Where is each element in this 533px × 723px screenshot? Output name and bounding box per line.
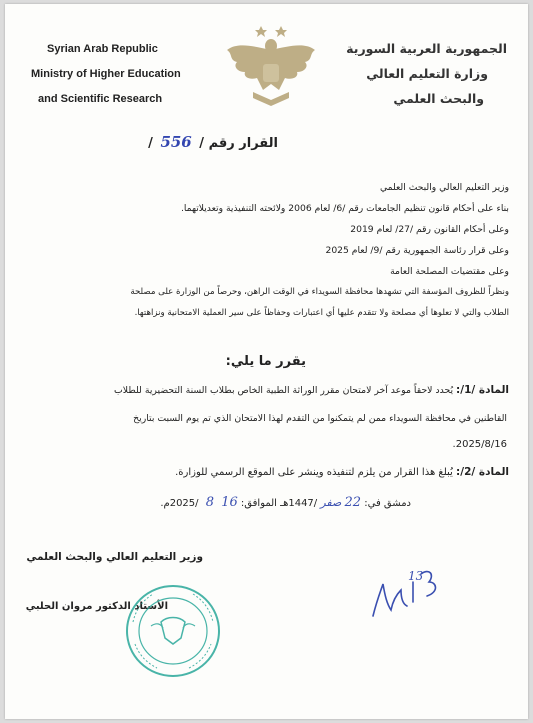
article-2-text: يُبلغ هذا القرار من يلزم لتنفيذه وينشر على الموقع الرسمي للوزارة.: [175, 467, 453, 478]
preamble-line: ونظراً للظروف المؤسفة التي تشهدها محافظة السويداء في الوقت الراهن، وحرصاً من الوزارة على مصلحة: [130, 287, 509, 297]
signature-mark: 13: [408, 569, 424, 583]
date-line: [160, 495, 411, 510]
header-en-research: and Scientific Research: [38, 93, 163, 105]
date-hijri-month: صفر: [320, 496, 342, 509]
decree-document: [5, 4, 528, 719]
header-ar-country: الجمهورية العربية السورية: [346, 41, 507, 56]
header-en-country: Syrian Arab Republic: [47, 43, 158, 55]
preamble-line: وعلى قرار رئاسة الجمهورية رقم /9/ لعام 2025: [325, 245, 509, 256]
preamble-line: الطلاب والتي لا تعلوها أي مصلحة ولا تتقدم عليها أي اعتبارات وحفاظاً على سير العملية الامتحانية ونزاهتها.: [134, 308, 509, 318]
article-1-line: القاطنين في محافظة السويداء ممن لم يتمكنوا من التقدم لهذا الامتحان الذي تم يوم السبت بتاريخ: [133, 413, 507, 424]
article-2-label: المادة /2/:: [456, 466, 509, 478]
article-2-line: [175, 466, 509, 478]
date-hijri-day: 22: [344, 495, 362, 510]
decree-close-slash: /: [148, 136, 153, 151]
decree-label: القرار رقم: [208, 136, 278, 151]
signatory-name: الأستاذ الدكتور مروان الحلبي: [25, 601, 168, 612]
signatory-title: وزير التعليم العالي والبحث العلمي: [26, 551, 203, 563]
header-ar-research: والبحث العلمي: [393, 91, 484, 106]
header-ar-ministry: وزارة التعليم العالي: [366, 66, 488, 81]
article-1-line: 2025/8/16.: [452, 439, 507, 450]
article-1-label: المادة /1/:: [456, 384, 509, 396]
date-hijri-year: /1447هـ الموافق:: [240, 498, 318, 509]
date-greg-year: /2025م.: [160, 498, 199, 509]
date-greg-month: 8: [205, 495, 214, 510]
header-en-ministry: Ministry of Higher Education: [31, 68, 181, 80]
decree-open-slash: /: [199, 136, 205, 151]
article-1-line: [114, 384, 509, 396]
date-greg-day: 16: [221, 495, 238, 510]
decree-number: 556: [160, 133, 192, 151]
signature-icon: [367, 560, 447, 624]
decree-number-line: [148, 133, 278, 151]
preamble-line: وعلى مقتضيات المصلحة العامة: [390, 266, 509, 277]
date-prefix: دمشق في:: [364, 498, 411, 509]
preamble-line: وزير التعليم العالي والبحث العلمي: [379, 182, 509, 193]
preamble-line: وعلى أحكام القانون رقم /27/ لعام 2019: [350, 224, 509, 235]
ministry-stamp-icon: [123, 582, 223, 680]
article-1-text: يُحدد لاحقاً موعد آخر لامتحان مقرر الوراثة الطبية الخاص بطلاب السنة التحضيرية للطلاب: [114, 385, 454, 396]
decides-heading: يقرر ما يلي:: [225, 354, 306, 369]
syrian-eagle-emblem-icon: [223, 20, 319, 112]
preamble-line: بناء على أحكام قانون تنظيم الجامعات رقم /6/ لعام 2006 ولائحته التنفيذية وتعديلاتهما.: [180, 203, 509, 214]
